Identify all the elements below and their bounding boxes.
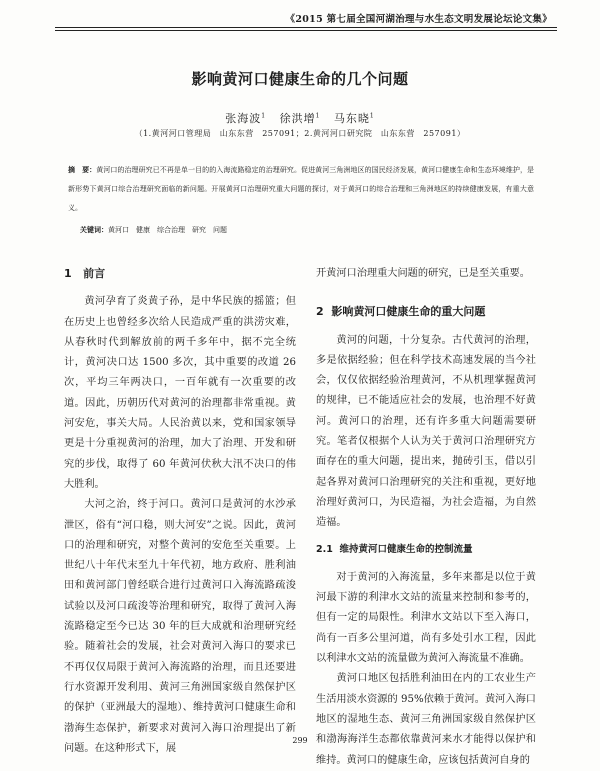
section-number: 2 [316, 305, 324, 319]
section-title: 影响黄河口健康生命的重大问题 [331, 305, 486, 319]
paper-title: 影响黄河口健康生命的几个问题 [191, 70, 409, 88]
section-heading-2 [316, 302, 536, 322]
author-name: 徐洪增 [279, 112, 316, 125]
left-column [64, 264, 296, 759]
body-paragraph-continuation: 开黄河口治理重大问题的研究，已是至关重要。 [316, 268, 530, 279]
subsection-heading-2-1 [316, 540, 536, 560]
keywords-label: 关键词： [80, 225, 108, 234]
keywords [80, 225, 227, 235]
section-title: 前言 [83, 267, 106, 280]
affiliation: （1.黄河河口管理局 山东东营 257091；2.黄河河口研究院 山东东营 257091） [134, 129, 466, 138]
body-paragraph: 大河之治，终于河口。黄河口是黄河的水沙承泄区，俗有“河口稳，则大河安”之说。因此，黄河口的治理和研究，对整个黄河的安危至关重要。上世纪八十年代末至九十年代初，地方政府、胜利油田和黄河部门曾经联合进行过黄河口入海流路疏浚试验以及河口疏浚等治理和研究，取得了黄河入海流路稳定至今已达 30 年的巨大成就和治理研究经验。随着社会的发展，社会对黄河入海口的要求已不再仅仅局限于黄河入海流路的治理，而且还要进行水资源开发利用、黄河三角洲国家级自然保护区的保护（亚洲最大的湿地）、维持黄河口健康生命和渤海生态保护，新要求对黄河入海口治理提出了新问题。在这种形式下，展 [64, 499, 296, 754]
section-number: 1 [64, 267, 72, 280]
body-paragraph: 黄河孕育了炎黄子孙，是中华民族的摇篮；但在历史上也曾经多次给人民造成严重的洪涝灾难，从春秋时代到解放前的两千多年中，据不完全统计，黄河决口达 1500 多次，其中重要的改道 26 次，平均三年两决口，一百年就有一次重要的改道。因此，历朝历代对黄河的治理都非常重视。黄河安危，事关大局。人民治黄以来，党和国家领导更是十分重视黄河的治理，加大了治理、开发和研究的步伐，取得了 60 年黄河伏秋大汛不决口的伟大胜利。 [64, 296, 296, 490]
right-column [316, 264, 536, 771]
running-header: 《2015 第七届全国河湖治理与水生态文明发展论坛论文集》 [285, 14, 552, 25]
author-list [0, 110, 600, 126]
header-rule [55, 27, 557, 28]
author-affil-mark: 1 [315, 112, 321, 120]
author-affil-mark: 1 [261, 112, 267, 120]
body-paragraph: 对于黄河的入海流量，多年来都是以位于黄河最下游的利津水文站的流量来控制和参考的，但有一定的局限性。利津水文站以下至入海口，尚有一百多公里河道，尚有多处引水工程，因此以利津水文站的流量做为黄河入海流量不准确。 [316, 571, 536, 665]
keywords-text: 黄河口 健康 综合治理 研究 问题 [108, 226, 227, 234]
body-paragraph: 黄河口地区包括胜利油田在内的工农业生产生活用淡水资源的 95%依赖于黄河。黄河入海口地区的湿地生态、黄河三角洲国家级自然保护区和渤海海洋生态都依靠黄河来水才能得以保护和维持。黄河口的健康生命，应该包括黄河自身的 [316, 673, 536, 766]
author-affil-mark: 1 [369, 112, 375, 120]
author-name: 张海波 [225, 112, 262, 125]
abstract [68, 160, 534, 218]
body-paragraph: 黄河的问题，十分复杂。古代黄河的治理，多是依据经验；但在科学技术高速发展的当今社会，仅仅依据经验治理黄河，不从机理掌握黄河的规律，已不能适应社会的发展，也治理不好黄河。黄河口的治理，还有许多重大问题需要研究。笔者仅根据个人认为关于黄河口治理研究方面存在的重大问题，提出来，抛砖引玉，借以引起各界对黄河口治理研究的关注和重视，更好地治理好黄河口，为民造福，为社会造福，为自然造福。 [316, 334, 536, 529]
abstract-text: 黄河口的治理研究已不再是单一目的的入海流路稳定的治理研究。促进黄河三角洲地区的国民经济发展，黄河口健康生命和生态环境维护，是新形势下黄河口综合治理研究面临的新问题。开展黄河口治理研究重大问题的探讨，对于黄河口的综合治理和三角洲地区的持续健康发展，有重大意义。 [68, 166, 535, 212]
header-rule-thin [55, 30, 557, 31]
subsection-title: 维持黄河口健康生命的控制流量 [339, 543, 473, 555]
abstract-label: 摘 要： [68, 165, 97, 174]
subsection-number: 2.1 [316, 543, 333, 555]
author-name: 马东晓 [333, 112, 370, 125]
page-number: 299 [292, 736, 308, 745]
section-heading-1 [64, 264, 296, 284]
